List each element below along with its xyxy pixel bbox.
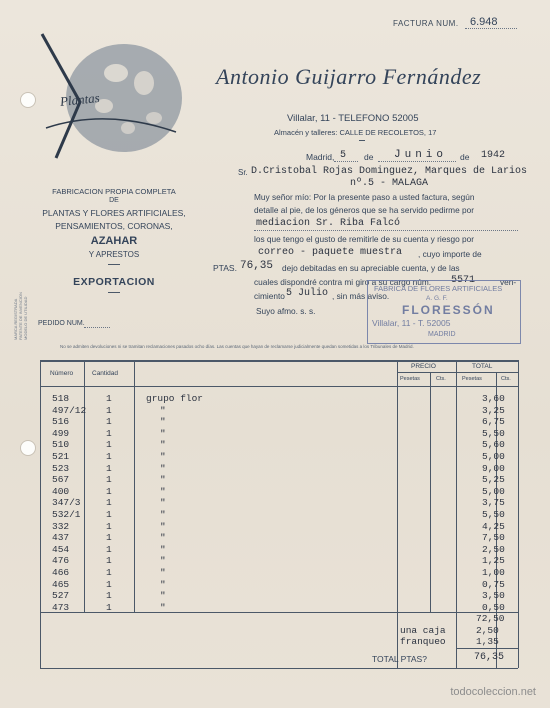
row-total: 5,50	[482, 509, 505, 520]
row-total: 4,25	[482, 520, 505, 532]
letter-p2: detalle al pie, de los géneros que se ha servido pedirme por	[254, 205, 475, 215]
pedido-line	[84, 327, 110, 328]
row-description: "	[160, 601, 166, 613]
letter-recipient: D.Cristobal Rojas Dominguez, Marques de Larios	[251, 166, 528, 177]
letter-due: 5 Julio	[286, 288, 329, 299]
table-bottom-border	[40, 668, 518, 669]
watermark: todocoleccion.net	[450, 686, 536, 698]
row-total: 0,75	[482, 578, 505, 590]
letter-transport: correo - paquete muestra	[258, 247, 403, 258]
company-address: Villalar, 11 - TELEFONO 52005	[287, 113, 419, 124]
header-numero: Número	[50, 370, 74, 377]
letter-recipient-city: nº.5 - MALAGA	[350, 178, 429, 189]
row-total: 5,00	[482, 451, 505, 462]
row-description: "	[160, 451, 166, 462]
letter-p3: los que tengo el gusto de remitirle de su cuenta y riesgo por	[254, 234, 474, 244]
row-description: "	[160, 509, 166, 520]
invoice-number-line	[465, 28, 517, 29]
header-cts-total: Cts.	[501, 376, 511, 382]
row-number: 499	[52, 427, 70, 439]
letter-p4: dejo debitadas en su apreciable cuenta, y de las	[282, 263, 460, 273]
row-number: 567	[52, 474, 70, 486]
row-number: 347/3	[52, 497, 81, 509]
header-dash	[359, 140, 365, 141]
row-total: 1,25	[482, 555, 505, 567]
row-quantity: 1	[106, 404, 112, 416]
row-quantity: 1	[106, 451, 112, 462]
row-number: 497/12	[52, 404, 87, 416]
letter-p5: cuales dispondré contra mi giro a su cargo núm.	[254, 277, 432, 287]
table-col-border	[456, 360, 457, 668]
table-subheader-border	[397, 372, 518, 373]
row-number: 400	[52, 485, 70, 497]
row-total: 3,25	[482, 404, 505, 416]
invoice-number-label: FACTURA NUM.	[393, 19, 459, 28]
row-number: 465	[52, 578, 70, 590]
letter-venc: ven-	[500, 277, 517, 287]
letter-p6b: , sin más aviso.	[332, 291, 390, 301]
letter-city: Madrid,	[306, 152, 335, 162]
letter-p1: Muy señor mío: Por la presente paso a usted factura, según	[254, 192, 475, 202]
header-precio: PRECIO	[411, 363, 436, 370]
row-number: 332	[52, 520, 70, 532]
row-number: 454	[52, 543, 70, 555]
row-description: "	[160, 532, 166, 544]
row-total: 6,75	[482, 416, 505, 428]
letter-p3b: , cuyo importe de	[418, 249, 482, 259]
row-description: "	[160, 543, 166, 555]
table-col-border	[40, 360, 41, 668]
row-number: 523	[52, 462, 70, 474]
row-quantity: 1	[106, 416, 112, 428]
row-description: "	[160, 497, 166, 509]
row-number: 437	[52, 532, 70, 544]
products-aprestos: Y APRESTOS	[88, 250, 140, 259]
row-quantity: 1	[106, 393, 112, 404]
row-total: 5,25	[482, 474, 505, 486]
row-description: "	[160, 474, 166, 486]
row-description: "	[160, 404, 166, 416]
row-total: 9,00	[482, 462, 505, 474]
row-number: 473	[52, 601, 70, 613]
invoice-number: 6.948	[470, 16, 498, 28]
products-azahar: AZAHAR	[90, 235, 138, 247]
subtotal-value: 72,50	[476, 613, 505, 624]
row-quantity: 1	[106, 520, 112, 532]
caja-value: 2,50	[476, 625, 499, 636]
row-number: 532/1	[52, 509, 81, 520]
row-description: "	[160, 567, 166, 578]
row-total: 2,50	[482, 543, 505, 555]
letter-giro: 5571	[451, 275, 476, 286]
total-label: TOTAL PTAS?	[372, 654, 427, 664]
stamp-line2: A. G. F.	[426, 295, 448, 302]
row-total: 3,50	[482, 590, 505, 602]
row-total: 7,50	[482, 532, 505, 544]
fine-print: No se admiten devoluciones ni se tramitan reclamaciones pasados ocho días. Las cuentas que hayan de reclamarse judicialmente quedan sometidas a los Tribunales de Madrid.	[60, 344, 414, 349]
letter-month: Junio	[394, 149, 448, 161]
row-quantity: 1	[106, 567, 112, 578]
products-line4: PENSAMIENTOS, CORONAS,	[55, 221, 173, 231]
letter-p6a: cimiento	[254, 291, 285, 301]
caja-label: una caja	[400, 625, 446, 636]
row-description: "	[160, 462, 166, 474]
table-col-border	[430, 372, 431, 612]
header-total: TOTAL	[472, 363, 493, 370]
date-line	[334, 161, 358, 162]
date-line	[378, 161, 456, 162]
export-divider	[108, 292, 120, 293]
row-quantity: 1	[106, 590, 112, 602]
row-quantity: 1	[106, 485, 112, 497]
stamp-line3: FLORESSÓN	[402, 303, 495, 317]
total-border	[456, 648, 518, 649]
stamp-line4: Villalar, 11 - T. 52005	[372, 318, 451, 328]
company-name: Antonio Guijarro Fernández	[216, 64, 482, 89]
header-cantidad: Cantidad	[92, 370, 119, 377]
row-description: "	[160, 485, 166, 497]
row-number: 527	[52, 590, 70, 602]
total-value: 76,35	[474, 652, 505, 663]
row-description: "	[160, 416, 166, 428]
row-number: 521	[52, 451, 70, 462]
header-pesetas: Pesetas	[400, 376, 420, 382]
letter-closing: Suyo afmo. s. s.	[256, 306, 316, 316]
header-pesetas-total: Pesetas	[462, 376, 482, 382]
row-description: "	[160, 590, 166, 602]
row-total: 3,60	[482, 393, 505, 404]
logo-flower-icon	[36, 28, 186, 168]
row-number: 466	[52, 567, 70, 578]
row-description: grupo flor	[146, 393, 204, 404]
row-number: 516	[52, 416, 70, 428]
ptas-label: PTAS.	[213, 263, 237, 273]
row-quantity: 1	[106, 555, 112, 567]
row-quantity: 1	[106, 578, 112, 590]
row-description: "	[160, 439, 166, 451]
letter-de2: de	[460, 152, 470, 162]
letter-via: mediacion Sr. Riba Falcó	[256, 218, 401, 229]
row-total: 3,75	[482, 497, 505, 509]
table-body-bottom	[40, 612, 457, 613]
letter-day: 5	[340, 150, 347, 161]
letter-de1: de	[364, 152, 374, 162]
row-description: "	[160, 427, 166, 439]
company-stamp	[367, 280, 521, 344]
products-line1: FABRICACION PROPIA COMPLETA	[52, 187, 176, 196]
stamp-line1: FABRICA DE FLORES ARTIFICIALES	[374, 284, 503, 293]
row-quantity: 1	[106, 474, 112, 486]
row-quantity: 1	[106, 462, 112, 474]
franqueo-value: 1,35	[476, 636, 499, 647]
logo-script: Plantas	[59, 89, 101, 110]
pedido-label: PEDIDO NUM.	[38, 320, 85, 327]
products-divider	[108, 264, 120, 265]
table-col-border	[84, 360, 85, 612]
table-col-border	[134, 360, 135, 612]
letter-year: 1942	[481, 150, 506, 161]
row-quantity: 1	[106, 532, 112, 544]
table-col-border	[397, 360, 398, 668]
table-col-border	[518, 360, 519, 668]
ptas-value: 76,35	[240, 260, 274, 272]
row-quantity: 1	[106, 509, 112, 520]
row-number: 518	[52, 393, 70, 404]
row-total: 5,50	[482, 427, 505, 439]
row-quantity: 1	[106, 439, 112, 451]
row-total: 5,00	[482, 485, 505, 497]
products-export: EXPORTACION	[73, 276, 155, 288]
row-total: 1,00	[482, 567, 505, 578]
stamp-line5: MADRID	[428, 331, 456, 338]
row-total: 0,50	[482, 601, 505, 613]
table-top-border	[40, 360, 518, 362]
franqueo-label: franqueo	[400, 636, 446, 647]
row-description: "	[160, 520, 166, 532]
table-header-border	[40, 386, 518, 387]
company-workshop: Almacén y talleres: CALLE DE RECOLETOS, 17	[274, 128, 437, 137]
row-description: "	[160, 578, 166, 590]
via-line	[254, 230, 518, 231]
punch-hole	[20, 440, 36, 456]
row-total: 5,60	[482, 439, 505, 451]
row-quantity: 1	[106, 497, 112, 509]
side-note: MARCA REGISTRADA PATENTE DE INVENCION MODELO DE UTILIDAD	[13, 292, 28, 340]
letter-sr: Sr.	[238, 168, 248, 177]
row-quantity: 1	[106, 543, 112, 555]
row-quantity: 1	[106, 601, 112, 613]
row-description: "	[160, 555, 166, 567]
punch-hole	[20, 92, 36, 108]
products-line3: PLANTAS Y FLORES ARTIFICIALES,	[42, 208, 186, 218]
row-quantity: 1	[106, 427, 112, 439]
products-line2: DE	[109, 197, 119, 204]
row-number: 476	[52, 555, 70, 567]
header-cts: Cts.	[436, 376, 446, 382]
row-number: 510	[52, 439, 70, 451]
